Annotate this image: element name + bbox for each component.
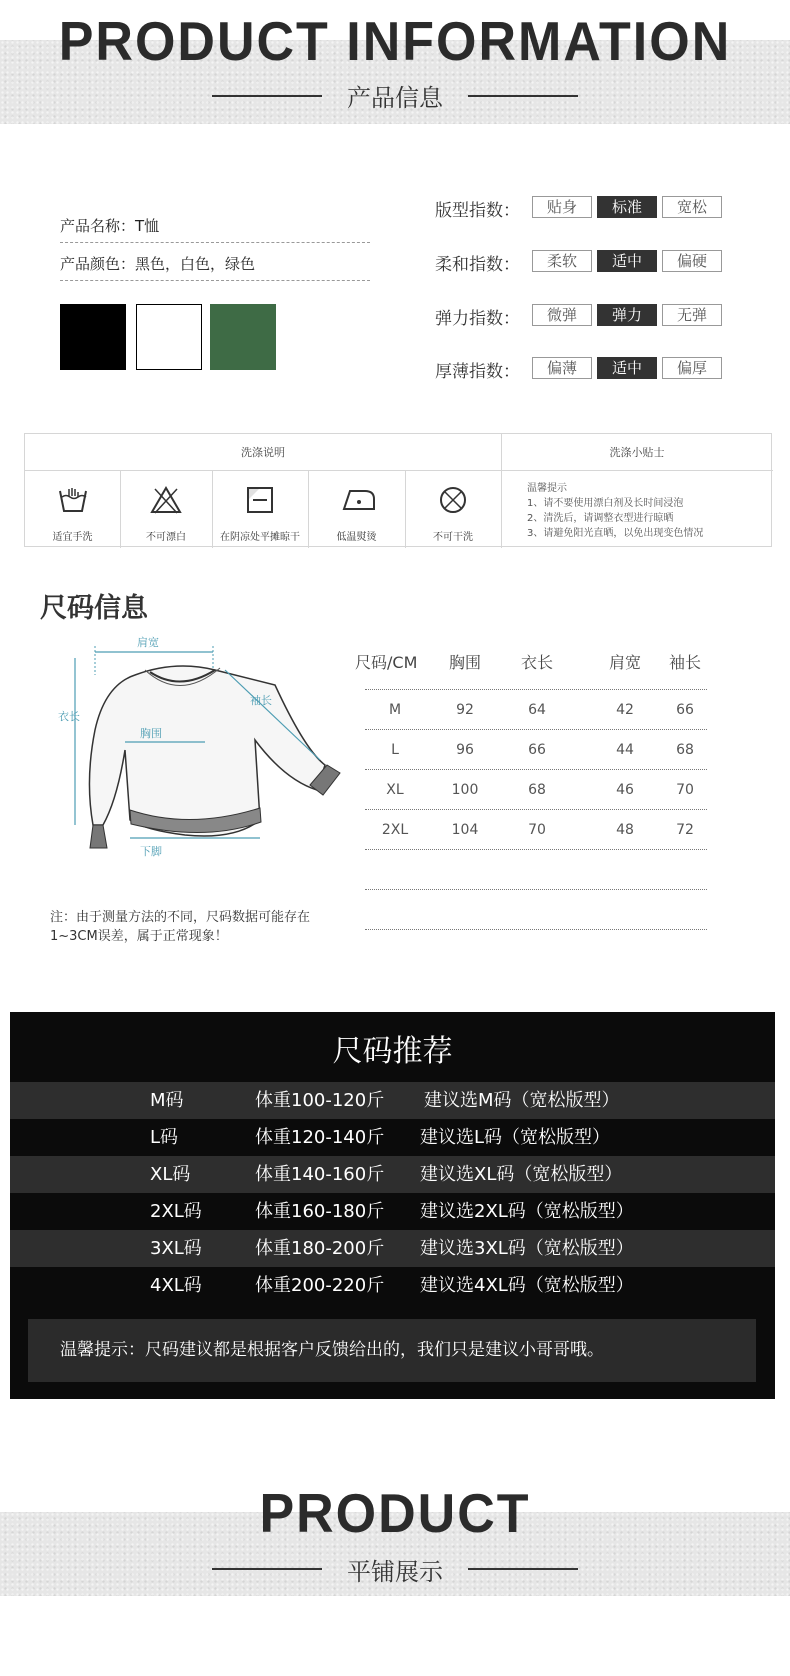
recommend-size: M码 <box>150 1090 184 1111</box>
index-label: 版型指数： <box>435 201 520 221</box>
tip-line: 3、请避免阳光直晒，以免出现变色情况 <box>527 528 704 539</box>
color-swatch-white[interactable] <box>136 304 202 370</box>
index-option-selected: 弹力 <box>597 304 657 326</box>
size-info-heading: 尺码信息 <box>40 593 148 624</box>
cell: L <box>391 742 399 758</box>
header-cell: 袖长 <box>668 653 701 672</box>
recommend-advice: 建议选L码（宽松版型） <box>420 1127 611 1148</box>
recommend-weight: 体重140-160斤 <box>255 1164 385 1185</box>
cell: 100 <box>451 782 479 798</box>
wash-item <box>308 471 405 548</box>
header-cell: 肩宽 <box>608 653 641 672</box>
index-option: 偏薄 <box>532 357 592 379</box>
cell: 66 <box>676 702 694 718</box>
cell: 42 <box>616 702 634 718</box>
recommend-advice: 建议选M码（宽松版型） <box>424 1090 620 1111</box>
cell: 68 <box>676 742 694 758</box>
shoulder-label: 肩宽 <box>137 636 159 649</box>
recommend-row <box>10 1156 775 1193</box>
wash-item <box>212 471 308 548</box>
cell: 68 <box>528 782 546 798</box>
sleeve-label: 袖长 <box>250 694 272 707</box>
cell: 44 <box>616 742 634 758</box>
color-swatch-green[interactable] <box>210 304 276 370</box>
index-label: 弹力指数： <box>435 309 520 329</box>
header-cell: 尺码/CM <box>355 653 418 672</box>
shirt-measure-diagram <box>55 630 345 875</box>
index-option: 偏硬 <box>662 250 722 272</box>
table-row-empty <box>365 890 707 930</box>
recommend-advice: 建议选XL码（宽松版型） <box>420 1164 623 1185</box>
cell: 70 <box>528 822 546 838</box>
footer-title: PRODUCT <box>259 1483 531 1545</box>
recommend-weight: 体重180-200斤 <box>255 1238 385 1259</box>
divider <box>501 434 502 548</box>
cell: 70 <box>676 782 694 798</box>
product-name: 产品名称：T恤 <box>60 215 370 243</box>
cell: XL <box>386 782 404 798</box>
recommend-weight: 体重100-120斤 <box>255 1090 385 1111</box>
cell: 2XL <box>381 822 409 838</box>
tip-line: 温馨提示 <box>527 483 567 494</box>
recommend-row <box>10 1267 775 1304</box>
header-cell: 胸围 <box>448 653 481 672</box>
divider-right <box>468 95 578 97</box>
header-cell: 衣长 <box>520 653 553 672</box>
shade-dry-icon <box>244 485 276 515</box>
recommend-advice: 建议选2XL码（宽松版型） <box>420 1201 634 1222</box>
index-option: 宽松 <box>662 196 722 218</box>
cell: 72 <box>676 822 694 838</box>
chest-label: 胸围 <box>140 727 162 740</box>
index-option: 偏厚 <box>662 357 722 379</box>
recommend-size: L码 <box>150 1127 179 1148</box>
index-option-selected: 适中 <box>597 250 657 272</box>
recommend-advice: 建议选3XL码（宽松版型） <box>420 1238 634 1259</box>
index-option-selected: 适中 <box>597 357 657 379</box>
recommend-weight: 体重120-140斤 <box>255 1127 385 1148</box>
wash-tips-title: 洗涤小贴士 <box>501 434 773 471</box>
cell: 92 <box>456 702 474 718</box>
wash-item-label: 不可干洗 <box>433 532 473 543</box>
page-title: PRODUCT INFORMATION <box>58 11 732 73</box>
cell: 64 <box>528 702 546 718</box>
page-subtitle: 产品信息 <box>347 84 443 112</box>
cell: 48 <box>616 822 634 838</box>
table-row <box>365 770 707 810</box>
length-label: 衣长 <box>58 710 80 723</box>
wash-tips <box>527 481 703 541</box>
index-label: 厚薄指数： <box>435 362 520 382</box>
index-option-selected: 标准 <box>597 196 657 218</box>
cell: 46 <box>616 782 634 798</box>
recommend-size: 4XL码 <box>150 1275 202 1296</box>
hand-wash-icon <box>57 485 89 515</box>
color-swatch-black[interactable] <box>60 304 126 370</box>
no-dry-clean-icon <box>437 485 469 515</box>
recommend-title: 尺码推荐 <box>332 1034 453 1069</box>
recommend-row <box>10 1230 775 1267</box>
wash-item-label: 低温熨烫 <box>336 532 377 543</box>
recommend-size: 3XL码 <box>150 1238 202 1259</box>
low-iron-icon <box>341 485 377 515</box>
recommend-row <box>10 1119 775 1156</box>
table-row-empty <box>365 850 707 890</box>
recommend-size: XL码 <box>150 1164 191 1185</box>
table-row <box>365 690 707 730</box>
recommend-tip: 温馨提示：尺码建议都是根据客户反馈给出的，我们只是建议小哥哥哦。 <box>28 1319 756 1382</box>
hem-label: 下脚 <box>140 845 162 858</box>
wash-item-label: 在阴凉处平摊晾干 <box>220 532 300 543</box>
table-row <box>365 810 707 850</box>
wash-title: 洗涤说明 <box>25 434 501 471</box>
recommend-weight: 体重160-180斤 <box>255 1201 385 1222</box>
wash-item-label: 不可漂白 <box>146 532 186 543</box>
index-option: 贴身 <box>532 196 592 218</box>
wash-item-label: 适宜手洗 <box>52 532 93 543</box>
recommend-row <box>10 1193 775 1230</box>
wash-instructions-table <box>24 433 772 547</box>
size-note: 注：由于测量方法的不同，尺码数据可能存在1~3CM误差，属于正常现象！ <box>50 910 311 944</box>
tip-line: 1、请不要使用漂白剂及长时间浸泡 <box>527 498 684 509</box>
recommend-size: 2XL码 <box>150 1201 202 1222</box>
index-option: 无弹 <box>662 304 722 326</box>
size-recommend-panel <box>10 1012 775 1399</box>
size-table-header <box>355 650 707 690</box>
divider-right <box>468 1568 578 1570</box>
recommend-row <box>10 1082 775 1119</box>
cell: 66 <box>528 742 546 758</box>
no-bleach-icon <box>150 485 182 515</box>
index-option: 柔软 <box>532 250 592 272</box>
wash-item <box>120 471 212 548</box>
footer-subtitle: 平铺展示 <box>347 1558 443 1586</box>
recommend-advice: 建议选4XL码（宽松版型） <box>420 1275 634 1296</box>
recommend-weight: 体重200-220斤 <box>255 1275 385 1296</box>
cell: 96 <box>456 742 474 758</box>
wash-item <box>25 471 120 548</box>
cell: M <box>388 702 402 718</box>
cell: 104 <box>451 822 479 838</box>
tip-line: 2、清洗后，请调整衣型进行晾晒 <box>527 513 674 524</box>
table-row <box>365 730 707 770</box>
index-label: 柔和指数： <box>435 255 520 275</box>
product-colors: 产品颜色：黑色，白色，绿色 <box>60 253 370 281</box>
index-option: 微弹 <box>532 304 592 326</box>
wash-item <box>405 471 501 548</box>
